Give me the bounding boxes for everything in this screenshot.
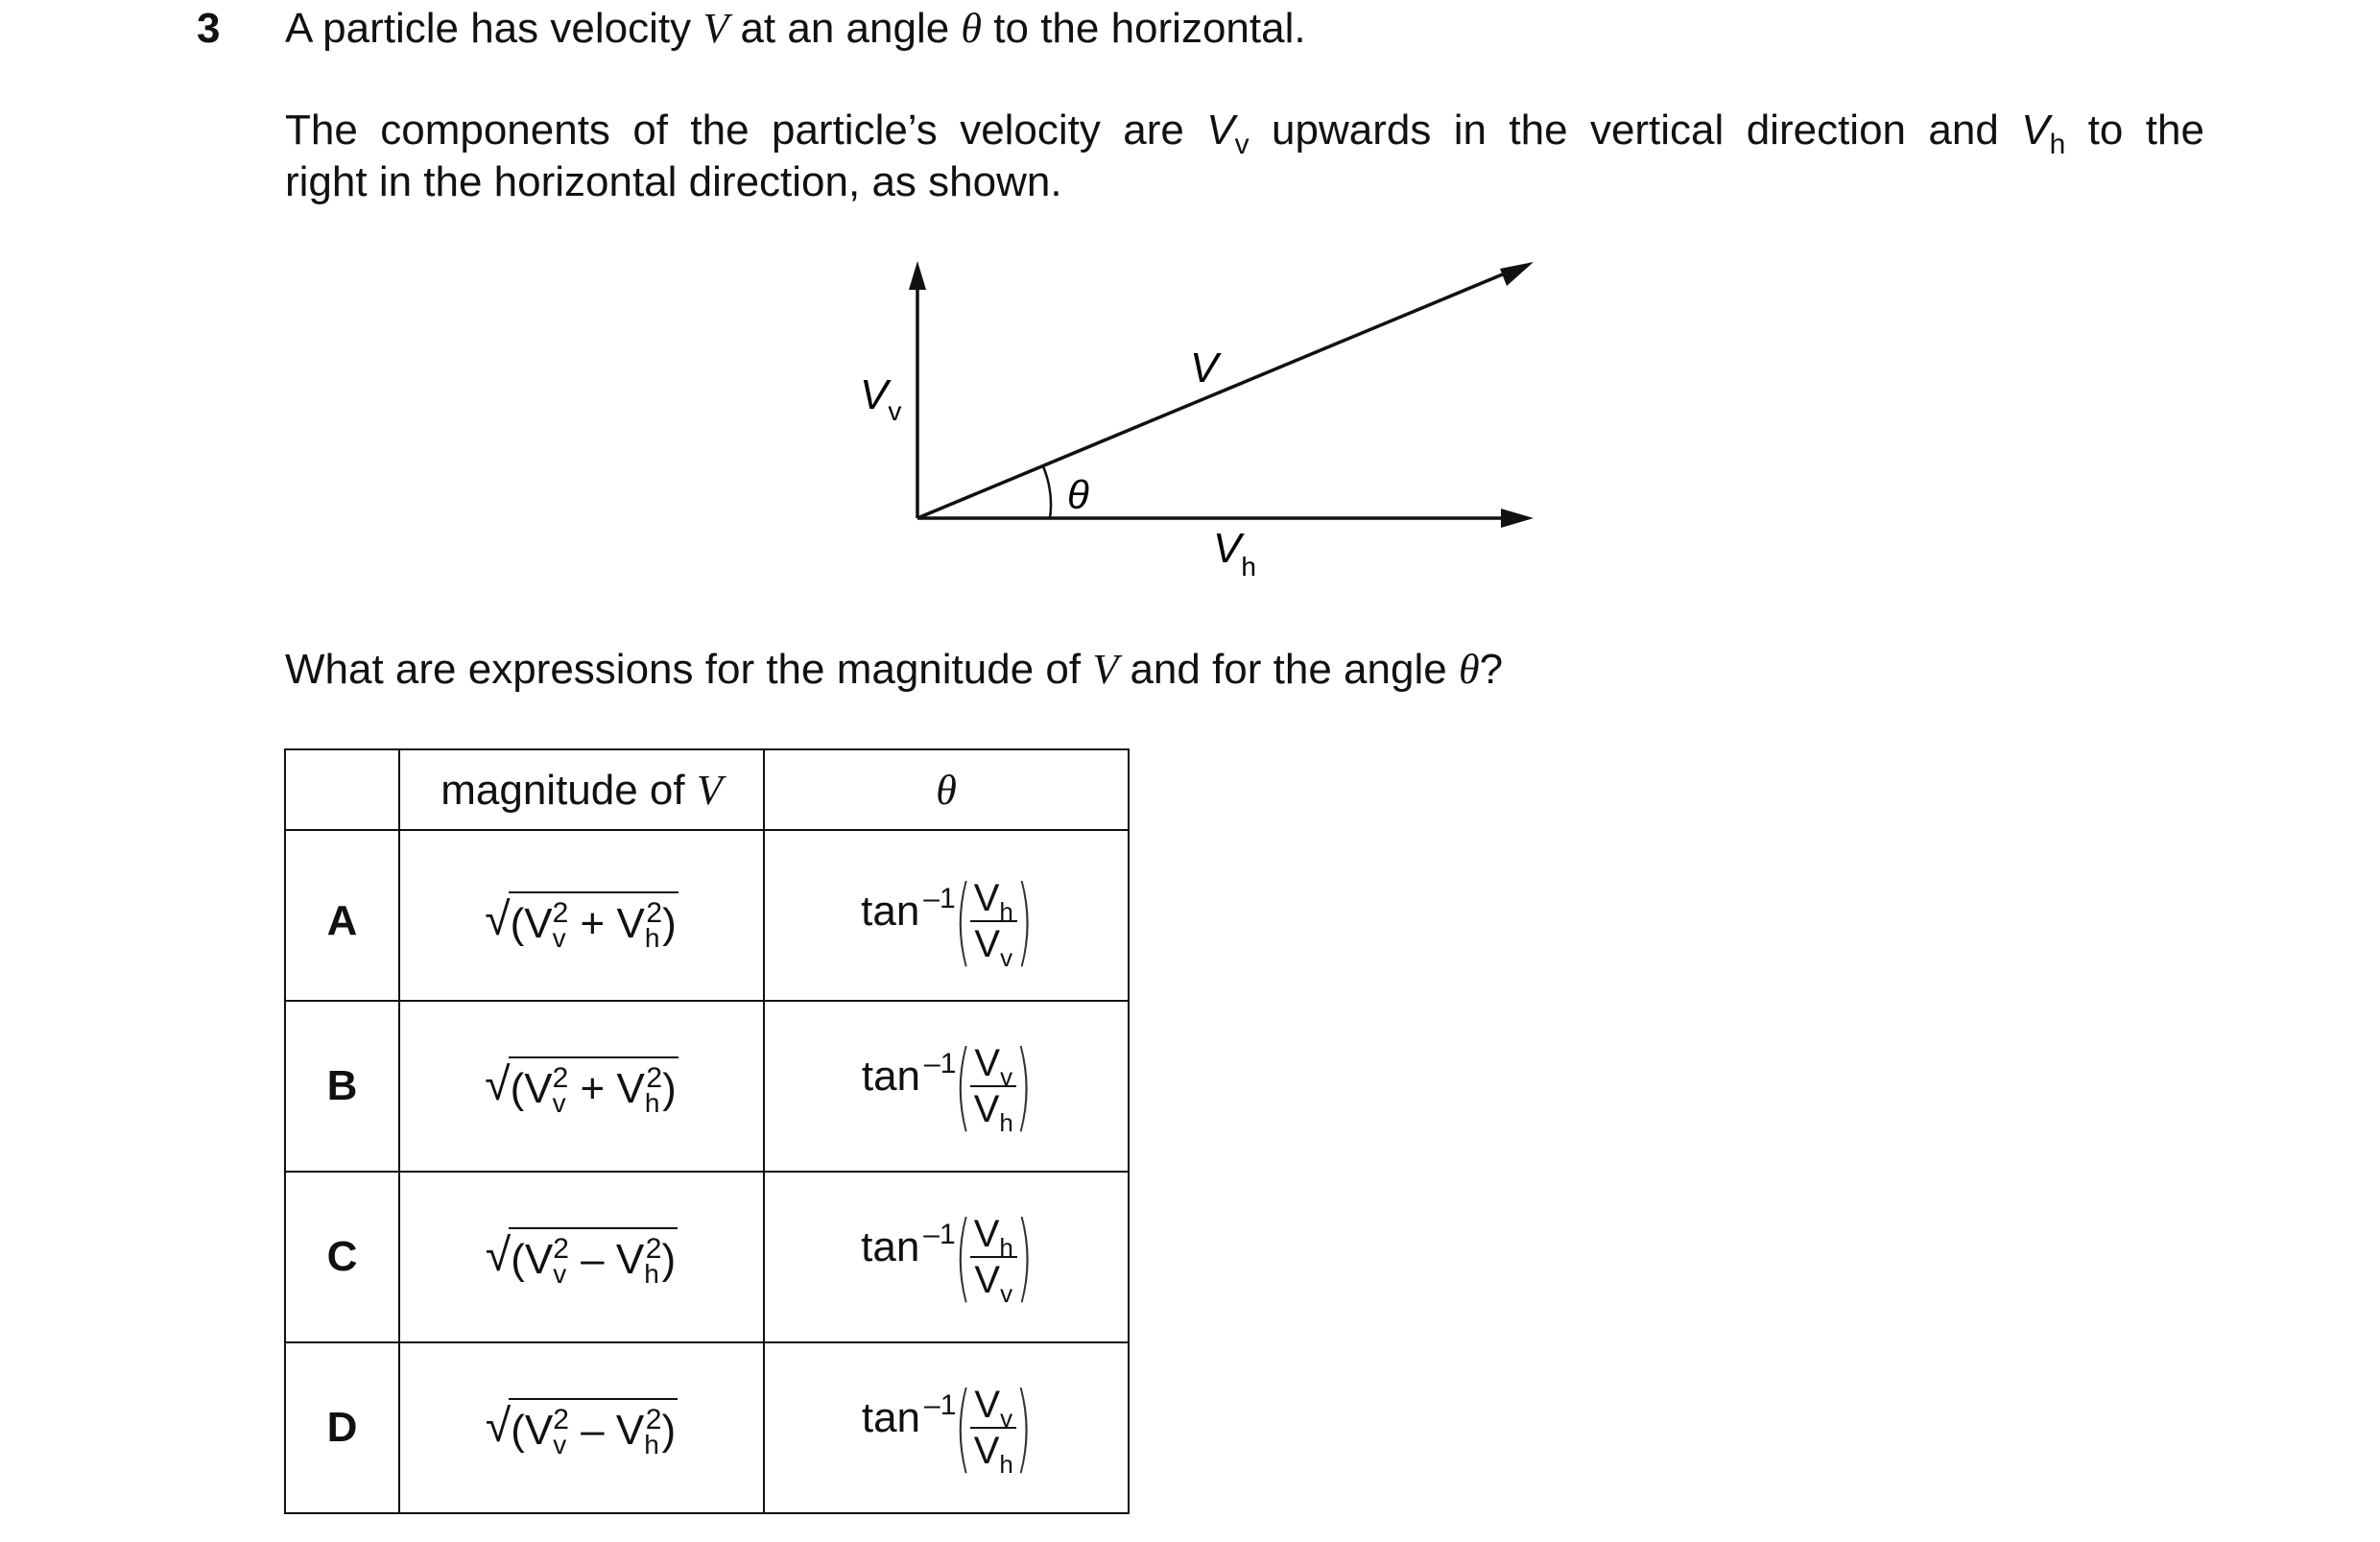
question-stem-line-3: right in the horizontal direction, as shown. [285, 158, 1062, 205]
header-theta: θ [764, 749, 1129, 830]
horizontal-arrowhead [1501, 509, 1534, 528]
header-magnitude: magnitude of V [399, 749, 764, 830]
theta-symbol: θ [1458, 646, 1480, 693]
option-row-d [285, 1342, 1129, 1513]
justified-line [285, 106, 2204, 160]
option-letter: B [285, 1001, 399, 1172]
theta-symbol: θ [961, 5, 983, 52]
velocity-arrowhead [1500, 262, 1534, 286]
question-prompt [285, 645, 1503, 695]
angle-expression: tan $^{-1}$ ( $\frac{V_h}{V_v}$ ) [764, 830, 1129, 1001]
stem-word: components [380, 107, 610, 154]
option-row-b [285, 1001, 1129, 1172]
option-letter: A [285, 830, 399, 1001]
stem-word: velocity [960, 107, 1101, 154]
option-row-c [285, 1172, 1129, 1342]
label-vertical-component: $V_v$ [860, 371, 902, 426]
stem-word: in [1453, 107, 1487, 154]
stem-text: at an angle [728, 5, 962, 52]
question-stem-line-2 [285, 106, 2204, 160]
stem-word: The [285, 107, 358, 154]
velocity-arrow [917, 269, 1516, 518]
question-stem-line-1 [285, 4, 1306, 54]
horizontal-component-symbol: $V_h$ [2021, 107, 2066, 160]
label-horizontal-component: $V_h$ [1213, 525, 1256, 581]
stem-word: the [2145, 107, 2204, 154]
magnitude-expression: √ $(V_v^2 - V_h^2)$ [399, 1172, 764, 1342]
table-header-row [285, 749, 1129, 830]
sqrt-icon: √ [485, 1230, 512, 1281]
angle-arc [1043, 466, 1051, 518]
stem-word: are [1123, 107, 1184, 154]
magnitude-expression: √ $(V_v^2 + V_h^2)$ [399, 830, 764, 1001]
vertical-component-symbol: $V_v$ [1206, 107, 1250, 160]
header-blank [285, 749, 399, 830]
angle-expression: tan $^{-1}$ ( $\frac{V_v}{V_h}$ ) [764, 1342, 1129, 1513]
prompt-text: ? [1479, 646, 1504, 693]
stem-word: particle’s [771, 107, 938, 154]
question-number: 3 [197, 5, 221, 52]
magnitude-expression: √ $(V_v^2 - V_h^2)$ [399, 1342, 764, 1513]
option-letter: D [285, 1342, 399, 1513]
velocity-components-diagram [845, 248, 1574, 593]
prompt-text: and for the angle [1118, 646, 1459, 693]
stem-word: the [1509, 107, 1568, 154]
stem-text: to the horizontal. [982, 5, 1306, 52]
stem-word: to [2087, 107, 2124, 154]
sqrt-icon: √ [485, 894, 511, 945]
label-velocity: V [1190, 344, 1219, 391]
stem-word: the [690, 107, 750, 154]
sqrt-icon: √ [485, 1401, 512, 1452]
stem-word: of [632, 107, 669, 154]
stem-word: vertical [1589, 107, 1725, 154]
vertical-arrowhead [909, 261, 926, 290]
velocity-symbol: V [1092, 646, 1119, 693]
stem-word: upwards [1272, 107, 1432, 154]
answer-options-table [284, 748, 1130, 1514]
prompt-text: What are expressions for the magnitude of [285, 646, 1093, 693]
option-row-a [285, 830, 1129, 1001]
option-letter: C [285, 1172, 399, 1342]
velocity-symbol: V [702, 5, 729, 52]
magnitude-expression: √ $(V_v^2 + V_h^2)$ [399, 1001, 764, 1172]
stem-word: direction [1746, 107, 1907, 154]
angle-expression: tan $^{-1}$ ( $\frac{V_v}{V_h}$ ) [764, 1001, 1129, 1172]
label-theta: θ [1067, 472, 1089, 517]
stem-text: A particle has velocity [285, 5, 703, 52]
sqrt-icon: √ [485, 1059, 511, 1110]
stem-word: and [1928, 107, 1999, 154]
angle-expression: tan $^{-1}$ ( $\frac{V_h}{V_v}$ ) [764, 1172, 1129, 1342]
